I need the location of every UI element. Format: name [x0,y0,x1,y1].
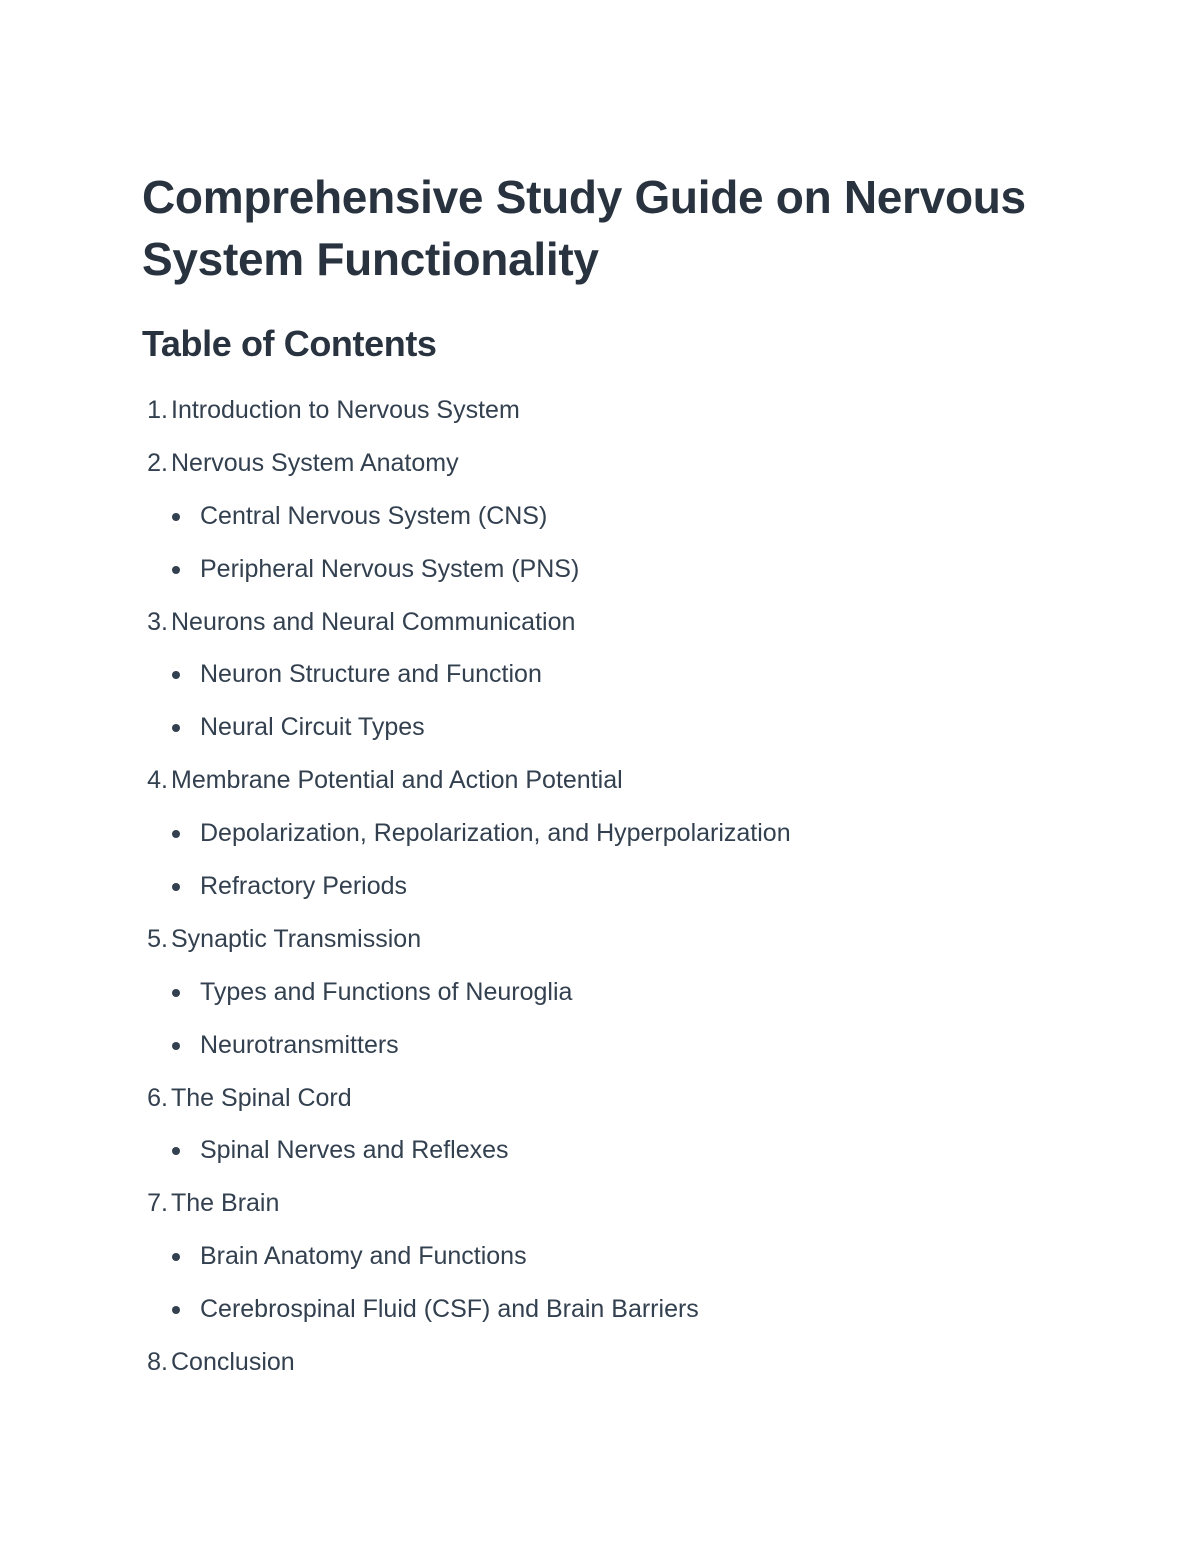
toc-subitem-neuron-structure[interactable] [142,659,1042,712]
bullet-icon [172,513,180,521]
toc-subitem-neuroglia[interactable] [142,977,1042,1030]
toc-item-number: 3. [147,607,168,636]
toc-item-spinal-cord[interactable] [142,1083,1042,1136]
toc-subitem-label: Brain Anatomy and Functions [200,1242,527,1271]
table-of-contents [142,395,1042,1400]
toc-subitem-label: Neural Circuit Types [200,713,425,742]
toc-subitem-polarization[interactable] [142,818,1042,871]
toc-subitem-label: Cerebrospinal Fluid (CSF) and Brain Barriers [200,1295,699,1324]
bullet-icon [172,1147,180,1155]
bullet-icon [172,1306,180,1314]
toc-item-number: 6. [147,1083,168,1112]
toc-item-label: Membrane Potential and Action Potential [171,766,623,795]
toc-subitem-label: Types and Functions of Neuroglia [200,977,573,1006]
toc-subitem-csf[interactable] [142,1294,1042,1347]
toc-item-label: The Spinal Cord [171,1083,352,1112]
toc-item-anatomy[interactable] [142,448,1042,501]
toc-item-number: 8. [147,1348,168,1377]
toc-item-number: 4. [147,766,168,795]
toc-subitem-label: Neuron Structure and Function [200,660,542,689]
toc-subitem-label: Refractory Periods [200,872,408,901]
toc-item-number: 1. [147,396,168,424]
toc-subitem-spinal-nerves[interactable] [142,1135,1042,1188]
bullet-icon [172,671,180,679]
toc-item-membrane-potential[interactable] [142,765,1042,818]
bullet-icon [172,566,180,574]
bullet-icon [172,1253,180,1261]
toc-subitem-label: Neurotransmitters [200,1030,399,1059]
toc-item-synaptic[interactable] [142,924,1042,977]
toc-subitem-label: Spinal Nerves and Reflexes [200,1136,509,1165]
toc-item-label: Conclusion [171,1348,295,1377]
toc-item-conclusion[interactable] [142,1347,1042,1400]
toc-item-label: Synaptic Transmission [171,924,422,953]
toc-item-number: 5. [147,924,168,953]
bullet-icon [172,883,180,891]
toc-subitem-label: Central Nervous System (CNS) [200,501,548,530]
toc-item-neurons[interactable] [142,607,1042,660]
toc-subitem-circuit-types[interactable] [142,712,1042,765]
toc-item-introduction[interactable] [142,395,1042,448]
toc-item-label: Introduction to Nervous System [171,396,520,424]
toc-subitem-refractory[interactable] [142,871,1042,924]
document-page [142,166,1042,1400]
toc-item-label: Neurons and Neural Communication [171,607,576,636]
toc-heading: Table of Contents [142,323,437,364]
toc-subitem-cns[interactable] [142,501,1042,554]
toc-subitem-label: Peripheral Nervous System (PNS) [200,554,580,583]
bullet-icon [172,1042,180,1050]
document-title: Comprehensive Study Guide on Nervous System Functionality [142,171,1026,285]
toc-item-number: 7. [147,1189,168,1218]
toc-item-brain[interactable] [142,1188,1042,1241]
toc-item-label: Nervous System Anatomy [171,448,459,477]
toc-item-label: The Brain [171,1189,280,1218]
bullet-icon [172,724,180,732]
bullet-icon [172,989,180,997]
toc-item-number: 2. [147,448,168,477]
bullet-icon [172,830,180,838]
toc-subitem-brain-anatomy[interactable] [142,1241,1042,1294]
toc-subitem-neurotransmitters[interactable] [142,1030,1042,1083]
toc-subitem-label: Depolarization, Repolarization, and Hyperpolarization [200,819,791,848]
toc-subitem-pns[interactable] [142,554,1042,607]
